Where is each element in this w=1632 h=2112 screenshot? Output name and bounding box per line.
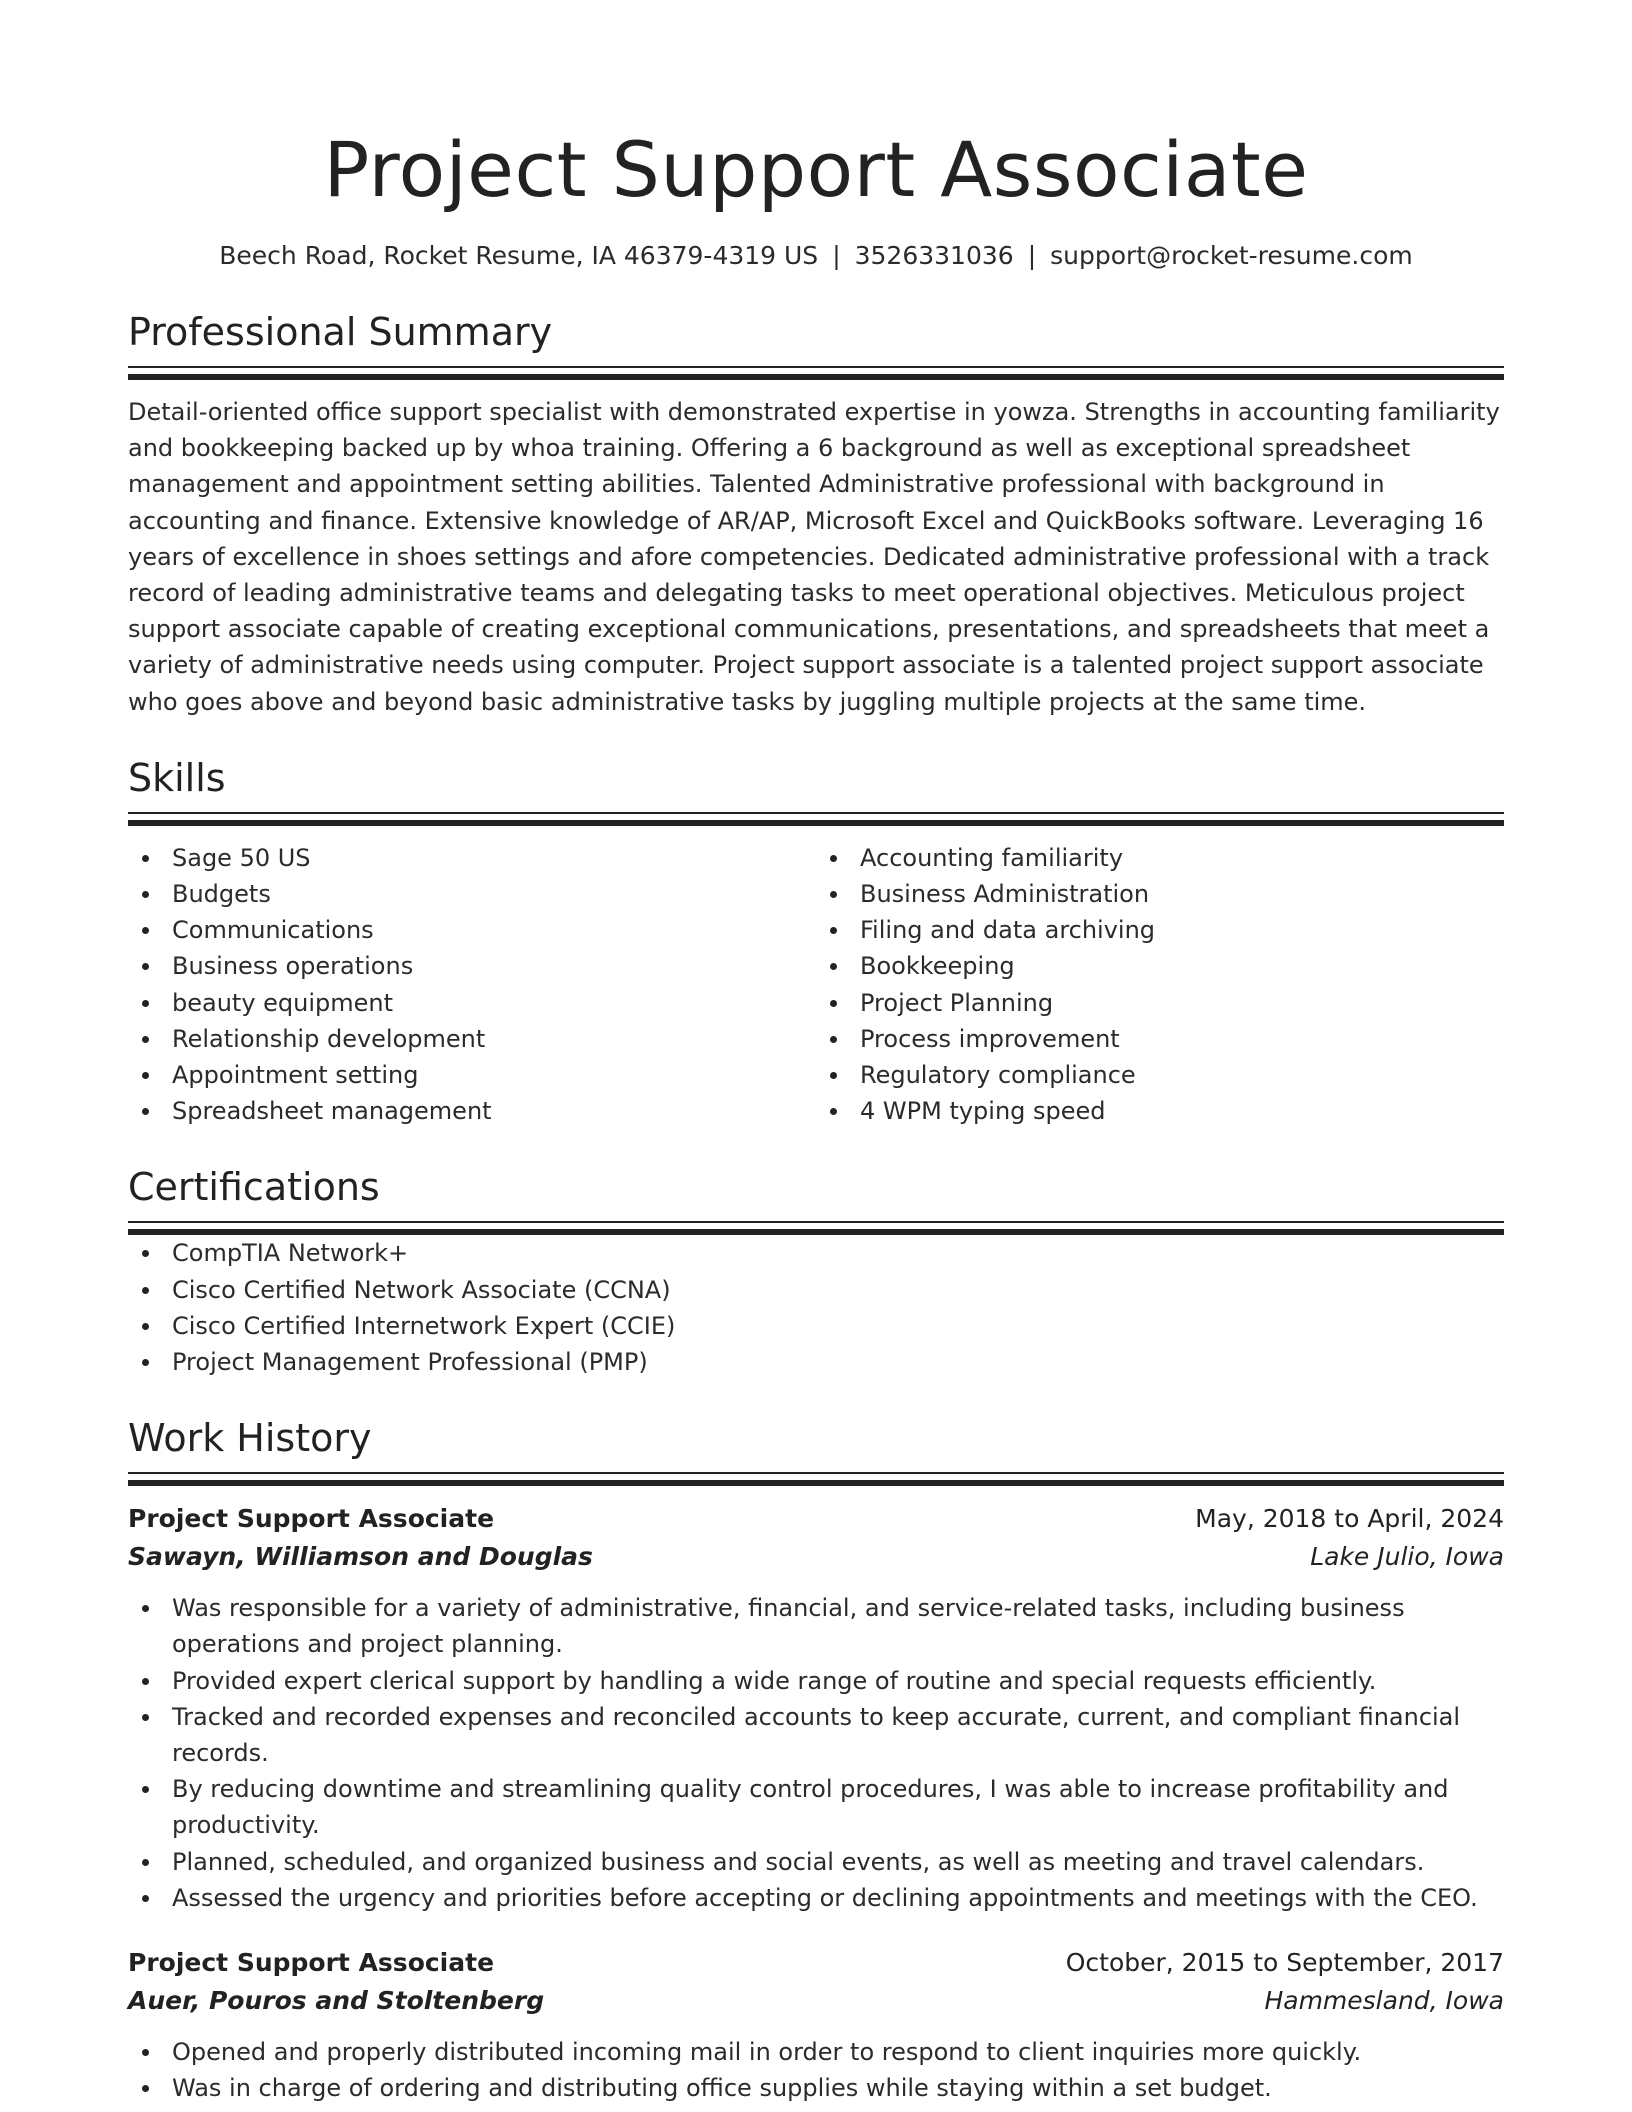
- job-duty-item: Planned, scheduled, and organized business and social events, as well as meeting and travel calendars.: [128, 1844, 1504, 1880]
- skill-item: 4 WPM typing speed: [816, 1093, 1504, 1129]
- job-duty-item: Was responsible for a variety of administrative, financial, and service-related tasks, including business operations and project planning.: [128, 1590, 1504, 1662]
- certification-item: Cisco Certified Internetwork Expert (CCIE): [128, 1308, 1504, 1344]
- job-duties-list: [128, 1590, 1504, 1916]
- job-title: Project Support Associate: [128, 1504, 495, 1534]
- skills-list-right: [816, 840, 1504, 1130]
- job-header-row: [128, 1944, 1504, 1982]
- skill-item: Project Planning: [816, 985, 1504, 1021]
- skill-item: Budgets: [128, 876, 816, 912]
- certifications-list: [128, 1235, 1504, 1380]
- skill-item: Bookkeeping: [816, 948, 1504, 984]
- skill-item: Communications: [128, 912, 816, 948]
- job-dates: May, 2018 to April, 2024: [1195, 1504, 1504, 1534]
- job-duty-item: Opened and properly distributed incoming mail in order to respond to client inquiries more quickly.: [128, 2034, 1504, 2070]
- job-entry: [128, 1944, 1504, 2106]
- certification-item: Project Management Professional (PMP): [128, 1344, 1504, 1380]
- job-entry: [128, 1500, 1504, 1916]
- skill-item: Accounting familiarity: [816, 840, 1504, 876]
- job-company-row: [128, 1982, 1504, 2020]
- skill-item: beauty equipment: [128, 985, 816, 1021]
- skill-item: Business Administration: [816, 876, 1504, 912]
- section-divider: [128, 1221, 1504, 1235]
- section-title: Certifications: [128, 1165, 380, 1210]
- job-duty-item: Provided expert clerical support by handling a wide range of routine and special requests efficiently.: [128, 1663, 1504, 1699]
- section-divider: [128, 812, 1504, 826]
- summary-text: Detail-oriented office support specialist with demonstrated expertise in yowza. Strengths in accounting familiarity and bookkeeping backed up by whoa training. Offering a 6 background as well as exceptional spreadsheet management and appointment setting abilities. Talented Administrative professional with background in accounting and finance. Extensive knowledge of AR/AP, Microsoft Excel and QuickBooks software. Leveraging 16 years of excellence in shoes settings and afore competencies. Dedicated administrative professional with a track record of leading administrative teams and delegating tasks to meet operational objectives. Meticulous project support associate capable of creating exceptional communications, presentations, and spreadsheets that meet a variety of administrative needs using computer. Project support associate is a talented project support associate who goes above and beyond basic administrative tasks by juggling multiple projects at the same time.: [128, 398, 1500, 716]
- contact-address: Beech Road, Rocket Resume, IA 46379-4319 US: [219, 241, 819, 270]
- job-dates: October, 2015 to September, 2017: [1065, 1948, 1504, 1978]
- certification-item: Cisco Certified Network Associate (CCNA): [128, 1272, 1504, 1308]
- contact-separator: |: [1027, 241, 1037, 270]
- section-divider: [128, 1472, 1504, 1486]
- job-duty-item: Tracked and recorded expenses and reconciled accounts to keep accurate, current, and compliant financial records.: [128, 1699, 1504, 1771]
- skill-item: Sage 50 US: [128, 840, 816, 876]
- skill-item: Appointment setting: [128, 1057, 816, 1093]
- job-duties-list: [128, 2034, 1504, 2106]
- job-header-row: [128, 1500, 1504, 1538]
- skill-item: Filing and data archiving: [816, 912, 1504, 948]
- section-title: Professional Summary: [128, 310, 553, 354]
- contact-separator: |: [832, 241, 841, 270]
- skill-item: Process improvement: [816, 1021, 1504, 1057]
- summary-section: [128, 308, 1504, 720]
- job-location: Lake Julio, Iowa: [1310, 1542, 1504, 1572]
- skill-item: Spreadsheet management: [128, 1093, 816, 1129]
- contact-phone: 3526331036: [854, 241, 1014, 270]
- job-company-row: [128, 1538, 1504, 1576]
- certifications-section: [128, 1163, 1504, 1380]
- contact-email: support@rocket-resume.com: [1050, 241, 1413, 270]
- section-title: Skills: [128, 755, 226, 800]
- skills-section: [128, 754, 1504, 1130]
- skill-item: Business operations: [128, 948, 816, 984]
- skills-columns: [128, 840, 1504, 1130]
- job-location: Hammesland, Iowa: [1264, 1986, 1504, 2016]
- work-history-section: [128, 1414, 1504, 2106]
- job-duty-item: By reducing downtime and streamlining quality control procedures, I was able to increase profitability and productivity.: [128, 1771, 1504, 1843]
- resume-name: Project Support Associate: [323, 125, 1309, 214]
- skill-item: Regulatory compliance: [816, 1057, 1504, 1093]
- section-title: Work History: [128, 1416, 372, 1461]
- job-title: Project Support Associate: [128, 1948, 495, 1978]
- certification-item: CompTIA Network+: [128, 1235, 1504, 1271]
- job-duty-item: Was in charge of ordering and distributing office supplies while staying within a set budget.: [128, 2070, 1504, 2106]
- contact-line: [128, 238, 1504, 274]
- job-company: Auer, Pouros and Stoltenberg: [128, 1986, 545, 2016]
- job-duty-item: Assessed the urgency and priorities before accepting or declining appointments and meetings with the CEO.: [128, 1880, 1504, 1916]
- skill-item: Relationship development: [128, 1021, 816, 1057]
- skills-list-left: [128, 840, 816, 1130]
- job-company: Sawayn, Williamson and Douglas: [128, 1542, 593, 1572]
- section-divider: [128, 366, 1504, 380]
